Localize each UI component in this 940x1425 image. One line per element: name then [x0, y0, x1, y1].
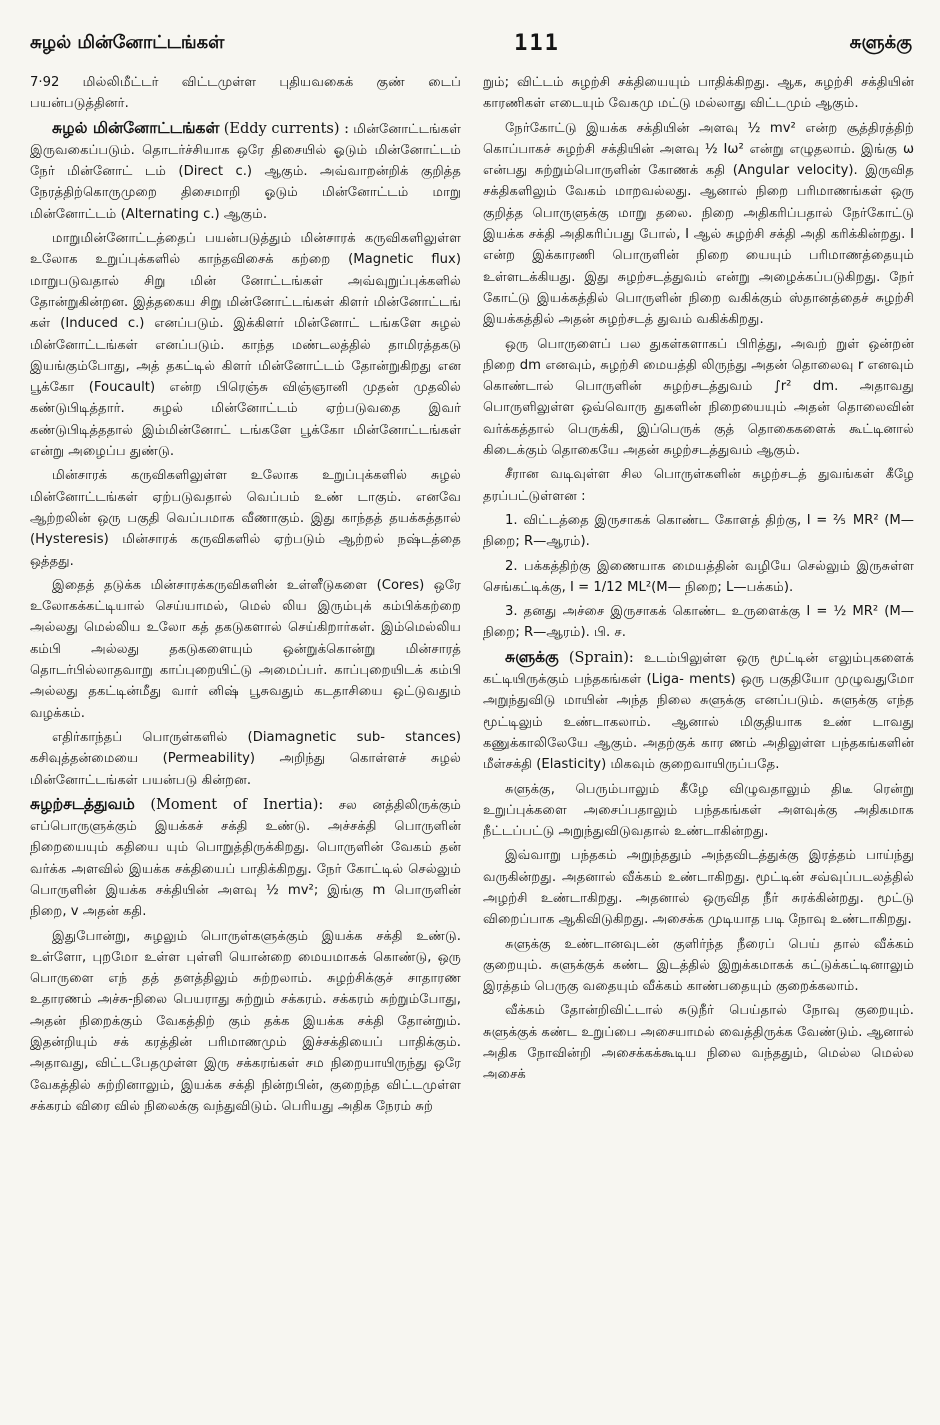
paragraph: மாறுமின்னோட்டத்தைப் பயன்படுத்தும் மின்சாரக் கருவிகளிலுள்ள உலோக உறுப்புக்களில் காந்தவிசைக் கற்றை (Magnetic flux) மாறுபடுவதால் சிறு மின் னோட்டங்கள் அவ்வுறுப்புக்களில் தோன்றுகின்றன. இத்தகைய சிறு மின்னோட்டங்கள் கிளர் மின்னோட்டங் கள் (Induced c.) எனப்படும். இக்கிளர் மின்னோட் டங்களே சுழல் மின்னோட்டங்கள் எனப்படும். காந்த மண்டலத்தில் தாமிரத்தகடு இயங்கும்போது, அத் தகட்டில் கிளர் மின்னோட்டம் தோன்றுகிறது என பூக்கோ (Foucault) என்ற பிரெஞ்சு விஞ்ஞானி முதன் முதலில் கண்டுபிடித்தார். சுழல் மின்னோட்டம் ஏற்படுவதை இவர் கண்டுபிடித்ததால் இம்மின்னோட் டங்களே பூக்கோ மின்னோட்டங்கள் என்று அழைப்ப துண்டு.: [30, 231, 461, 460]
running-head-left: சுழல் மின்னோட்டங்கள்: [30, 31, 225, 53]
left-column: [30, 72, 461, 1397]
formula-cylinder: 3. தனது அச்சை இருசாகக் கொண்ட உருளைக்கு I = ½ MR² (M—நிறை; R—ஆரம்). பி. ச.: [483, 604, 914, 641]
paragraph: மின்சாரக் கருவிகளிலுள்ள உலோக உறுப்புக்களில் சுழல் மின்னோட்டங்கள் ஏற்படுவதால் வெப்பம் உண் டாகும். எனவே ஆற்றலின் ஒரு பகுதி வெப்பமாக வீணாகும். இது காந்தத் தயக்கத்தால் (Hysteresis) மின்சாரக் கருவிகளில் ஏற்படும் ஆற்றல் நஷ்டத்தை ஒத்தது.: [30, 468, 461, 569]
formula-sphere: 1. விட்டத்தை இருசாகக் கொண்ட கோளத் திற்கு, I = ⅖ MR² (M—நிறை; R—ஆரம்).: [483, 512, 914, 550]
paragraph: சீரான வடிவுள்ள சில பொருள்களின் சுழற்சடத் துவங்கள் கீழே தரப்பட்டுள்ளன :: [483, 467, 914, 504]
paragraph: நேர்கோட்டு இயக்க சக்தியின் அளவு ½ mv² என்ற சூத்திரத்திற் கொப்பாகச் சுழற்சி சக்தியின் அளவு ½ Iω² என்று எழுதலாம். இங்கு ω என்பது சுற்றும்பொருளின் கோணக் கதி (Angular velocity). இருவித சக்திகளிலும் வேகம் மாறவல்லது. ஆனால் நிறை பரிமாணங்கள் ஒரு குறித்த பொருளுக்கு மாறு தலை. நிறை அதிகரிப்பதால் நேர்கோட்டு இயக்க சக்தி அதிகரிப்பது போல், I ஆல் சுழற்சி சக்தி அதி கரிக்கின்றது. I என்ற இக்காரணி பொருளின் நிறை யையும் பரிமாணத்தையும் உள்ளடக்கியது. இது சுழற்சடத்துவம் என்று அழைக்கப்படுகிறது. நேர் கோட்டு இயக்கத்தில் பொருளின் நிறை வகிக்கும் ஸ்தானத்தைச் சுழற்சி இயக்கத்தில் அதன் சுழற்சடத் துவம் வகிக்கிறது.: [483, 120, 914, 328]
page-header: [30, 28, 912, 58]
paragraph: இதுபோன்று, சுழலும் பொருள்களுக்கும் இயக்க சக்தி உண்டு. உள்ளோ, புறமோ உள்ள புள்ளி யொன்றை மையமாகக் கொண்டு, ஒரு பொருளை எந் தத் தளத்திலும் சுற்றலாம். சுழற்சிக்குச் சாதாரண உதாரணம் அச்சு-நிலை பெயராது சுற்றும் சக்கரம். சக்கரம் சுற்றும்போது, அதன் நிறைக்கும் வேகத்திற் கும் தக்க இயக்க சக்தி தோன்றும். இதன்றியும் சக் கரத்தின் பரிமாணமும் இச்சக்தியைப் பாதிக்கும். அதாவது, விட்டபேதமுள்ள இரு சக்கரங்கள் சம நிறையாயிருந்து ஒரே வேகத்தில் சுற்றினாலும், இயக்க சக்தி நின்றபின், குறைந்த விட்டமுள்ள சக்கரம் விரை வில் நிலைக்கு வந்துவிடும். பெரியது அதிக நேரம் சுற்: [30, 928, 461, 1114]
page-number: 111: [514, 30, 560, 56]
paragraph: எதிர்காந்தப் பொருள்களில் (Diamagnetic sub- stances) கசிவுத்தன்மையை (Permeability) அறிந்து கொள்ளச் சுழல் மின்னோட்டங்கள் பயன்படு கின்றன.: [30, 729, 461, 788]
running-head-right: சுளுக்கு: [849, 31, 912, 53]
entry-sprain: [483, 647, 914, 776]
entry-text: சல னத்திலிருக்கும் எப்பொருளுக்கும் இயக்கச் சக்தி உண்டு. அச்சக்தி பொருளின் நிறையையும் கதியை யும் பொறுத்திருக்கிறது. பொருளின் வேகம் தன் வர்க்க அளவில் இயக்க சக்தியைப் பாதிக்கிறது. நேர் கோட்டில் செல்லும் பொருளின் இயக்க சக்தியின் அளவு ½ mv²; இங்கு m பொருளின் நிறை, v அதன் கதி.: [30, 797, 461, 920]
entry-english: (Moment of Inertia):: [150, 796, 324, 813]
paragraph: இதைத் தடுக்க மின்சாரக்கருவிகளின் உள்ளீடுகளை (Cores) ஒரே உலோகக்கட்டியால் செய்யாமல், மெல் லிய இரும்புக் கம்பிக்கற்றை அல்லது மெல்லிய உலோ கத் தகடுகளால் செய்கிறார்கள். இம்மெல்லிய கம்பி அல்லது தகடுகளையும் ஒன்றுக்கொன்று மின்சாரத் தொடர்பில்லாதவாறு காப்புறையிட்டு அமைப்பர். காப்புறையிடக் கம்பி அல்லது தகட்டின்மீது வார் னிஷ் பூசுவதும் கடதாசியை ஒட்டுவதும் வழக்கம்.: [30, 577, 461, 721]
paragraph: ஒரு பொருளைப் பல துகள்களாகப் பிரித்து, அவற் றுள் ஒன்றன் நிறை dm எனவும், சுழற்சி மையத்தி லிருந்து அதன் தொலைவு r எனவும் கொண்டால் பொருளின் சுழற்சடத்துவம் ∫r² dm. அதாவது பொருளிலுள்ள ஒவ்வொரு துகளின் நிறையையும் அதன் தொலைவின் வர்க்கத்தால் பெருக்கி, இப்பெருக் குத் தொகைகளைக் கூட்டினால் கிடைக்கும் தொகையே அதன் சுழற்சடத்துவம் ஆகும்.: [483, 336, 914, 459]
entry-moment-of-inertia: [30, 794, 461, 923]
entry-text: உடம்பிலுள்ள ஒரு மூட்டின் எலும்புகளைக் கட்டியிருக்கும் பந்தகங்கள் (Liga- ments) ஒரு பகுதியோ முழுவதுமோ அறுந்துவிடு மாயின் அந்த நிலை சுளுக்கு எனப்படும். சுளுக்கு எந்த மூட்டிலும் உண்டாகலாம். ஆனால் மிகுதியாக உண் டாவது கணுக்காலிலேயே ஆகும். அதற்குக் கார ணம் அதிலுள்ள பந்தகங்களின் மீள்சக்தி (Elasticity) மிகவும் குறைவாயிருப்பதே.: [483, 650, 914, 773]
formula-block: 2. பக்கத்திற்கு இணையாக மையத்தின் வழியே செல்லும் இருசுள்ள செங்கட்டிக்கு, I = 1/12 ML²(M— நிறை; L—பக்கம்).: [483, 558, 914, 595]
paragraph: வீக்கம் தோன்றிவிட்டால் சுடுநீர் பெய்தால் நோவு குறையும். சுளுக்குக் கண்ட உறுப்பை அசையாமல் வைத்திருக்க வேண்டும். ஆனால் அதிக நோவின்றி அசைக்கக்கூடிய நிலை வந்ததும், மெல்ல மெல்ல அசைக்: [483, 1003, 914, 1083]
entry-text: மின்னோட்டங்கள் இருவகைப்படும். தொடர்ச்சியாக ஒரே திசையில் ஓடும் மின்னோட்டம் நேர் மின்னோட் டம் (Direct c.) ஆகும். அவ்வாறன்றிக் குறித்த நேரத்திற்கொருமுறை திசைமாறி ஓடும் மின்னோட்டம் மாறு மின்னோட்டம் (Alternating c.) ஆகும்.: [30, 121, 461, 222]
entry-term: சுழல் மின்னோட்டங்கள்: [52, 118, 220, 137]
paragraph: இவ்வாறு பந்தகம் அறுந்ததும் அந்தவிடத்துக்கு இரத்தம் பாய்ந்து வருகின்றது. அதனால் வீக்கம் உண்டாகிறது. மூட்டின் சவ்வுப்படலத்தில் அழற்சி உண்டாகிறது. அதனால் ஒருவித நீர் சுரக்கின்றது. மூட்டு விறைப்பாக ஆகிவிடுகிறது. அசைக்க முடியாத படி நோவு உண்டாகிறது.: [483, 848, 914, 928]
entry-term: சுழற்சடத்துவம்: [30, 794, 135, 813]
right-column: [483, 72, 914, 1397]
two-column-body: [30, 72, 914, 1397]
paragraph: சுளுக்கு உண்டானவுடன் குளிர்ந்த நீரைப் பெய் தால் வீக்கம் குறையும். சுளுக்குக் கண்ட இடத்தில் இறுக்கமாகக் கட்டுக்கட்டினாலும் இரத்தம் பெருகு வதையும் வீக்கம் காண்பதையும் குறைக்கலாம்.: [483, 936, 914, 995]
entry-english: (Sprain):: [568, 649, 634, 666]
paragraph: சுளுக்கு, பெரும்பாலும் கீழே விழுவதாலும் திடீ ரென்று உறுப்புக்களை அசைப்பதாலும் பந்தகங்கள் அளவுக்கு அதிகமாக நீட்டப்பட்டு அறுந்துவிடுவதால் உண்டாகின்றது.: [483, 781, 914, 840]
entry-term: சுளுக்கு: [505, 647, 559, 666]
entry-english: (Eddy currents) :: [223, 120, 350, 137]
paragraph-continued: றும்; விட்டம் சுழற்சி சக்தியையும் பாதிக்கிறது. ஆக, சுழற்சி சக்தியின் காரணிகள் எடையும் வேகமு மட்டு மல்லாது விட்டமும் ஆகும்.: [483, 75, 914, 112]
paragraph-continued: 7·92 மில்லிமீட்டர் விட்டமுள்ள புதியவகைக் குண் டைப் பயன்படுத்தினர்.: [30, 75, 461, 112]
entry-eddy-currents: [30, 118, 461, 225]
